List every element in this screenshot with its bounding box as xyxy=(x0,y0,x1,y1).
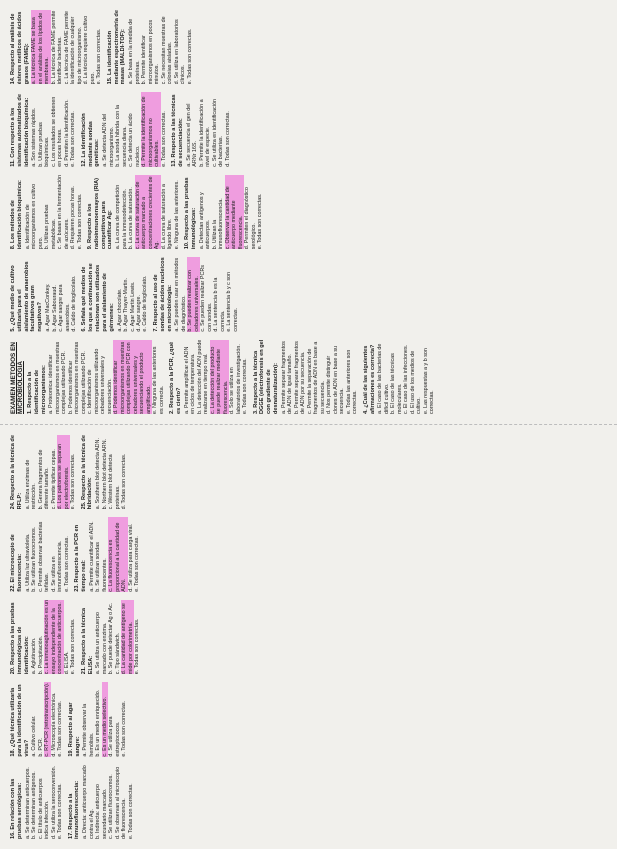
question-text: 17. Respecto a la inmunofluorescencia: xyxy=(67,780,81,839)
columns-bottom xyxy=(0,425,617,849)
question-block xyxy=(81,435,128,509)
highlighted-answer-option: c. La inmunoaglutinación es un ensayo independiente de la concentración de anticuerpos. xyxy=(44,599,64,675)
question-text: 5. ¿Qué medio de cultivo utilizaría para el aislamiento de anaerobios facultativos gram negativos? xyxy=(10,261,44,332)
answer-option: b. Podemos identificar microorganismos en muestras complejas utilizando PCR. xyxy=(67,341,87,414)
question-block xyxy=(10,92,77,166)
answer-option: c. Se utiliza en identificación de bacterias. xyxy=(211,99,225,167)
answer-option: c. Se detecta un ácido nucleico. xyxy=(128,113,141,167)
answer-option: a. Proteomica: identificar microorganismos en muestras complejas utilizando PCR. xyxy=(48,341,68,414)
answer-option: d. Se utiliza en inmunofluorescencia. xyxy=(50,540,64,592)
question-block xyxy=(171,92,231,166)
top-page-half xyxy=(0,0,617,424)
answer-option: c. Agar Martin Lewis. xyxy=(129,281,136,332)
answer-option: a. Se utiliza un anticuerpo marcado con enzima. xyxy=(95,612,108,675)
question-text: 16. En relación con las pruebas serológicas: xyxy=(10,778,23,839)
question-block xyxy=(81,257,148,331)
answer-option: c. Los resultados se obtienen en pocas horas. xyxy=(50,96,64,167)
question-text: 1. Respecto a la identificación de microorganismos: xyxy=(27,365,47,414)
answer-option: e. Las respuestas a y b son correctas. xyxy=(422,348,436,414)
answer-option: b. Utilizan pruebas metabólicas. xyxy=(44,204,57,250)
question-text: 7. Respecto al uso de sondas de ácidos nucleicos en microbiología: xyxy=(152,257,173,332)
answer-option: a. Son sistemas rápidos. xyxy=(31,107,38,167)
highlighted-answer-option: a. La técnica FAME se basa en el análisis de los lípidos de membrana. xyxy=(31,10,50,84)
answer-option: c. Se utilizan fluorocromos. xyxy=(108,774,115,839)
text-column xyxy=(10,10,607,84)
question-block xyxy=(169,340,248,414)
answer-option: b. Es un medio enriquecido. xyxy=(95,689,102,757)
answer-option: c. La técnica de FAME permite la identificación de cualquier tipo de microorganismo. xyxy=(63,10,83,85)
answer-option: a. Detectan antígenos y anticuerpos. xyxy=(198,192,212,250)
answer-option: e. Todas son correctas. xyxy=(70,111,77,167)
bottom-page-half xyxy=(0,424,617,849)
answer-option: e. Todas son correctas. xyxy=(242,358,249,414)
answer-option: b. La curva de saturación. xyxy=(128,187,135,250)
answer-option: d. Todas son correctas. xyxy=(224,111,231,167)
answer-option: a. Permite cuantificar el ADN. xyxy=(88,521,95,592)
answer-option: d. Solo se utiliza en laboratorios de investigación. xyxy=(229,344,242,414)
answer-option: d. Agar sangre. xyxy=(136,295,142,332)
question-block xyxy=(253,340,359,414)
answer-option: a. Se basa en la medida de proteínas. xyxy=(128,18,141,85)
answer-option: d. La curva de saturación a ligando libre. xyxy=(160,184,174,250)
answer-option: c. Permite tipificar cepas. xyxy=(50,449,57,510)
question-text: 13. Respecto a las técnicas de secuenciación: xyxy=(171,94,184,167)
answer-option: b. Se puede detectar Ag o Ac. xyxy=(108,602,115,675)
question-text: 23. Respecto a la PCR en tiempo real: xyxy=(74,524,87,592)
text-column xyxy=(10,765,607,839)
highlighted-answer-option: c. RT-PCR (retrotranscripción). xyxy=(44,682,51,757)
answer-option: a. Aglutinación. xyxy=(31,637,38,675)
question-text: 3. Respecto a la técnica DGGE (electroforesis en gel con gradiente de desnaturalización): xyxy=(252,339,280,414)
answer-option: a. Utiliza enzimas de restricción. xyxy=(24,459,38,510)
answer-option: a. Permite amplificar el ADN en ciclos de temperatura. xyxy=(183,346,197,414)
question-text: 20. Respecto a las pruebas inmunológicas de identificación: xyxy=(10,602,30,675)
question-block xyxy=(87,175,180,249)
answer-option: d. Todas son correctas. xyxy=(121,453,128,510)
answer-option: e. Todas son correctas. xyxy=(70,618,77,675)
question-text: 14. Respecto al análisis de ésteres metílicos de ácidos grasos (FAME): xyxy=(10,11,30,85)
answer-option: d. El uso de los medios de cultivo. xyxy=(409,350,423,414)
answer-option: d. Microscopía electrónica. xyxy=(50,692,57,757)
question-block xyxy=(10,682,64,756)
question-block xyxy=(10,175,83,249)
answer-option: b. La sonda hibrida con la secuencia diana. xyxy=(115,105,128,167)
answer-option: e. Todas son correctas. xyxy=(57,783,64,839)
highlighted-answer-option: d. Los patrones se separan por electroforesis. xyxy=(57,435,70,509)
answer-option: e. Ninguna de las anteriores. xyxy=(173,180,180,250)
text-column xyxy=(10,175,607,249)
answer-option: c. Identificación de microorganismos utilizando cebadores universales y secuenciación. xyxy=(87,348,113,414)
answer-option: a. Agar MacConkey. xyxy=(45,283,52,332)
question-block xyxy=(81,600,141,674)
answer-option: c. Agar sangre para anaerobios. xyxy=(58,284,71,332)
question-block xyxy=(81,92,167,166)
question-block xyxy=(153,257,239,331)
answer-option: a. Southern blot detecta ADN. xyxy=(95,438,102,510)
question-text: 15. La identificación mediante espectrometría de masas (MALDI-TOF): xyxy=(106,10,127,85)
answer-option: a. El caso de las bacterias de difícil cultivo. xyxy=(377,343,390,414)
answer-option: b. Indirecta: anticuerpo secundario marcado. xyxy=(95,784,108,839)
answer-option: a. Identificación de microorganismos en cultivo puro. xyxy=(24,183,44,250)
answer-option: a. Permite separar fragmentos de ADN de igual tamaño. xyxy=(280,341,294,414)
answer-option: b. Utilizan pruebas bioquímicas. xyxy=(37,122,51,167)
answer-option: a. Utiliza luz ultravioleta. xyxy=(24,533,31,592)
highlighted-answer-option: d. Podemos identificar microorganismos en muestras complejas utilizando PCR con cebadores universales y secuenciando el producto amplificado. xyxy=(113,340,152,414)
answer-option: c. Se basan en la fermentación de azúcares. xyxy=(57,174,70,250)
answer-option: a. Agar chocolate. xyxy=(116,288,123,332)
question-text: 24. Respecto a la técnica de RFLP: xyxy=(10,435,23,510)
answer-option: e. Todas son correctas. xyxy=(70,453,77,510)
answer-option: b. Se determinan antígenos. xyxy=(31,771,38,839)
highlighted-answer-option: c. Observar la cantidad de anticuerpo mediante fluorescencia. xyxy=(225,175,244,249)
answer-option: a. Permite observar la hemólisis. xyxy=(82,703,95,757)
answer-option: d. Se observan al microscopio de fluorescencia. xyxy=(114,766,128,839)
question-text: 25. Respecto a la técnica de hibridación: xyxy=(80,435,94,510)
answer-option: a. Cultivo celular. xyxy=(31,715,38,757)
question-block xyxy=(184,175,263,249)
columns-top xyxy=(0,0,617,424)
answer-option: e. La sentencia b y c son correctas. xyxy=(226,271,239,332)
answer-option: c. Western blot detecta proteínas. xyxy=(108,454,121,510)
answer-option: a. La curva de competición para la inmunodetección. xyxy=(115,184,128,250)
answer-option: b. Agar Thayer-Martin. xyxy=(123,278,130,332)
text-column xyxy=(10,435,607,509)
answer-option: b. Agar Sabouraud. xyxy=(51,285,58,332)
question-block xyxy=(74,517,141,591)
answer-option: c. El caso de las infecciones. xyxy=(403,344,410,414)
answer-option: d. Se utiliza la seroconversión. xyxy=(50,765,57,839)
text-column xyxy=(10,600,607,674)
text-column xyxy=(10,92,607,166)
answer-option: d. ELISA. xyxy=(63,651,70,675)
question-block xyxy=(27,340,165,414)
question-block xyxy=(10,765,64,839)
question-block xyxy=(10,600,77,674)
answer-option: d. Caldo de tioglicolato. xyxy=(71,275,77,332)
text-column xyxy=(10,257,607,331)
question-text: 9. Respecto a los radioinmunoensayos (RIA) competitivos para cuantificar Ag: xyxy=(86,178,114,250)
question-text: 12. La identificación mediante sondas genéticas: xyxy=(80,113,101,167)
answer-option: b. Se utilizan fluorocromos. xyxy=(31,526,38,592)
question-block xyxy=(68,765,135,839)
rotated-page-top xyxy=(0,0,617,424)
answer-option: e. Todas son correctas. xyxy=(63,536,70,592)
answer-option: b. Se utilizan sondas fluorescentes. xyxy=(95,542,108,592)
answer-option: e. Todas son correctas. xyxy=(257,193,264,250)
answer-option: d. Se utiliza para estreptococos. xyxy=(108,716,121,757)
answer-option: d. Se utiliza para carga viral. xyxy=(127,523,134,592)
text-column xyxy=(10,340,607,414)
answer-option: e. Ninguna de las anteriores es correcta. xyxy=(152,346,165,414)
answer-option: e. Todas las anteriores son correctas. xyxy=(345,349,359,414)
answer-option: b. PCR. xyxy=(37,737,44,757)
highlighted-answer-option: c. La detección del producto se puede realizar mediante fluorescencia. xyxy=(210,340,229,414)
answer-option: e. Caldo de tioglicolato. xyxy=(142,275,149,332)
answer-option: e. Todas son correctas. xyxy=(160,111,167,167)
exam-title: EXAMEN METODOS EN MICROBIOLOGIA xyxy=(10,342,24,414)
answer-option: a. Directa: anticuerpo marcado contra el Ag. xyxy=(82,765,95,839)
answer-option: e. Todas son correctas. xyxy=(127,783,134,839)
answer-option: b. Utilizan la inmunofluorescencia. xyxy=(211,198,225,250)
question-block xyxy=(10,257,77,331)
highlighted-answer-option: c. La fluorescencia es proporcional a la cantidad de ADN. xyxy=(108,517,127,591)
answer-option: a. Se secuencia el gen del ARNr 16S. xyxy=(185,103,199,167)
answer-option: a. Se detecta ADN del microorganismo. xyxy=(102,113,115,167)
answer-option: e. Todas son correctas. xyxy=(76,193,83,250)
question-block xyxy=(68,682,128,756)
answer-option: c. Permite observar bacterias teñidas. xyxy=(37,521,51,592)
question-text: 8. Los métodos de identificación bioquímica: xyxy=(10,180,23,250)
answer-option: e. Todas son correctas. xyxy=(121,700,128,757)
answer-option: b. La técnica de FAME permite identificar bacterias. xyxy=(50,10,64,85)
question-text: 10. Respecto a las pruebas inmunológicas: xyxy=(184,177,197,250)
answer-option: d. Permiten la identificación. xyxy=(63,99,70,167)
highlighted-answer-option: d. Permite la identificación de microorganismos no cultivables. xyxy=(141,92,160,166)
answer-option: e. Todas son correctas. xyxy=(57,700,64,757)
question-block xyxy=(10,435,77,509)
answer-option: e. Todas son correctas. xyxy=(186,28,193,85)
answer-option: d. Requieren pocas horas. xyxy=(70,185,77,250)
question-text: 18. ¿Qué técnica utilizaría para la identificación de un virus? xyxy=(10,684,30,757)
answer-option: c. Tipo sándwich. xyxy=(114,632,121,675)
highlighted-answer-option: c. Es un medio selectivo. xyxy=(102,682,108,756)
answer-option: a. Se determinan anticuerpos. xyxy=(24,767,31,839)
question-text: 2. Respecto a la PCR, ¿qué es cierto? xyxy=(169,341,182,414)
answer-option: a. Se pueden usar en métodos de diagnóstico. xyxy=(174,257,187,332)
answer-option: b. Northern blot detecta ARN. xyxy=(101,438,108,510)
answer-option: b. La detección del ADN puede realizarse en tiempo real. xyxy=(196,339,210,414)
highlighted-answer-option: d. La cantidad de antígeno se mide por colorimetría. xyxy=(121,600,134,674)
answer-option: b. Permite identificar microorganismos en pocos minutos. xyxy=(141,19,161,85)
question-text: 4. ¿Cuál de las siguientes afirmaciones es correcta? xyxy=(362,344,376,414)
question-block xyxy=(363,340,436,414)
answer-option: e. Todas son correctas. xyxy=(134,618,141,675)
rotated-page-bottom xyxy=(0,425,617,849)
answer-option: c. Se necesitan muestras de colonias aisladas. xyxy=(160,16,174,85)
question-block xyxy=(10,10,103,84)
text-column xyxy=(10,682,607,756)
answer-option: d. Nos permite distinguir clones de ADN en base a su secuencia. xyxy=(326,345,346,414)
answer-option: d. La sentencia b es la correcta. xyxy=(213,277,226,332)
answer-option: b. El caso de las técnicas moleculares. xyxy=(390,353,403,414)
question-block xyxy=(10,517,70,591)
answer-option: b. Permite separar fragmentos de ADN por su secuencia. xyxy=(293,341,307,414)
question-text: 19. Respecto al agar sangre: xyxy=(67,702,81,757)
answer-option: d. Permiten el diagnóstico serológico. xyxy=(244,187,257,250)
answer-option: b. Permite la identificación a nivel de especie. xyxy=(198,99,212,167)
answer-option: b. Genera fragmentos de diferente tamaño. xyxy=(37,449,51,510)
question-block xyxy=(107,10,193,84)
answer-option: c. Se pueden realizar PCRs con sondas. xyxy=(200,265,213,332)
answer-option: e. Todas son correctas. xyxy=(96,28,103,85)
text-column xyxy=(10,517,607,591)
answer-option: d. La técnica requiere cultivo puro. xyxy=(83,15,96,85)
answer-option: c. El título de anticuerpos indica infección. xyxy=(37,778,51,839)
answer-option: b. Precipitación. xyxy=(37,635,44,675)
answer-option: e. Todas son correctas. xyxy=(134,536,141,592)
highlighted-answer-option: c. La curva de saturación de anticuerpo marcado a concentraciones crecientes de Ag. xyxy=(134,176,161,250)
highlighted-answer-option: b. Se pueden realizar con cebadores universales. xyxy=(187,257,200,331)
question-text: 6. Señala qué medios de los que a continuación se relacionan son utilizados para el aislamiento de gérmenes: xyxy=(81,263,115,332)
question-text: 22. El microscopio de fluorescencia: xyxy=(10,534,23,592)
answer-option: d. Se utiliza en laboratorios clínicos. xyxy=(173,19,187,85)
question-text: 11. Con respecto a los sistemas automatizados de identificación bioquímica: xyxy=(10,94,30,167)
answer-option: c. Permite la separación de fragmentos de ADN en base a su secuencia. xyxy=(306,341,326,414)
question-text: 21. Respecto a la técnica ELISA: xyxy=(80,607,94,675)
